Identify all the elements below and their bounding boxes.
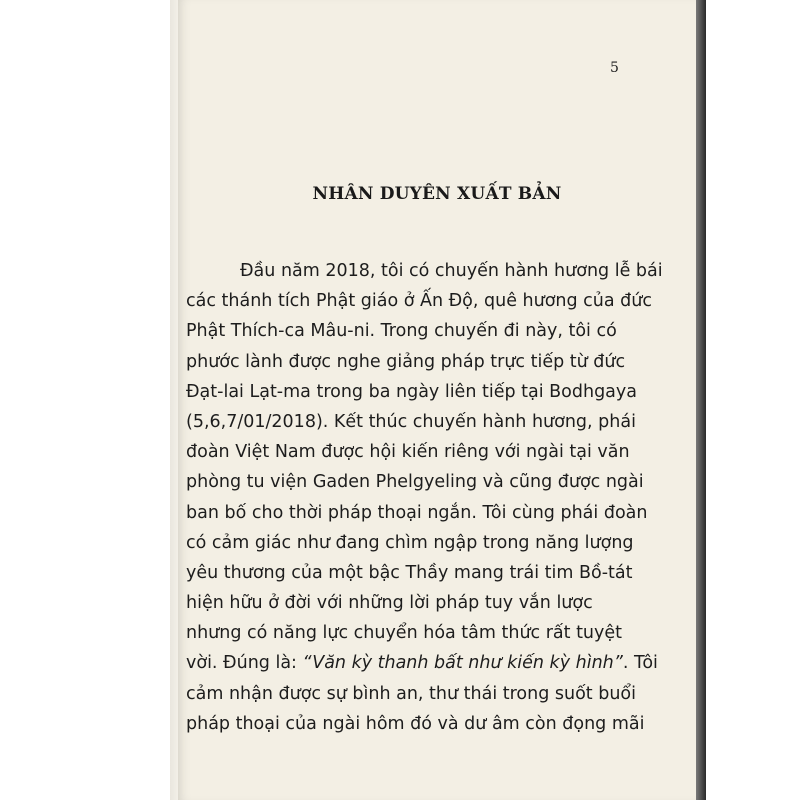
text-line: đoàn Việt Nam được hội kiến riêng với ngài tại văn — [186, 442, 630, 463]
book-binding — [696, 0, 706, 800]
text-line: Đầu năm 2018, tôi có chuyến hành hương lễ bái — [240, 261, 663, 281]
quote-text: “Văn kỳ thanh bất như kiến kỳ hình” — [302, 653, 623, 674]
text-line: ban bố cho thời pháp thoại ngắn. Tôi cùng phái đoàn — [186, 502, 648, 523]
chapter-title: NHÂN DUYÊN XUẤT BẢN — [312, 184, 562, 204]
text-line: nhưng có năng lực chuyển hóa tâm thức rất tuyệt — [186, 623, 623, 644]
page-number: 5 — [610, 60, 619, 76]
text-line: phước lành được nghe giảng pháp trực tiếp từ đức — [186, 351, 626, 372]
text-line: các thánh tích Phật giáo ở Ấn Độ, quê hương của đức — [186, 291, 652, 312]
text-line: phòng tu viện Gaden Phelgyeling và cũng được ngài — [186, 472, 644, 493]
text-fragment: vời. Đúng là: — [186, 653, 303, 674]
text-line: hiện hữu ở đời với những lời pháp tuy vắn lược — [186, 593, 593, 614]
text-line: Phật Thích-ca Mâu-ni. Trong chuyến đi này, tôi có — [186, 321, 617, 342]
text-line: (5,6,7/01/2018). Kết thúc chuyến hành hương, phái — [186, 411, 636, 432]
text-line — [186, 648, 686, 678]
body-text — [186, 256, 686, 739]
text-fragment: . Tôi — [622, 653, 658, 674]
text-line: cảm nhận được sự bình an, thư thái trong suốt buổi — [186, 683, 636, 704]
text-line: có cảm giác như đang chìm ngập trong năng lượng — [186, 532, 634, 553]
text-line: yêu thương của một bậc Thầy mang trái tim Bồ-tát — [186, 562, 633, 583]
text-line: Đạt-lai Lạt-ma trong ba ngày liên tiếp tại Bodhgaya — [186, 381, 637, 402]
text-line: pháp thoại của ngài hôm đó và dư âm còn đọng mãi — [186, 713, 645, 734]
